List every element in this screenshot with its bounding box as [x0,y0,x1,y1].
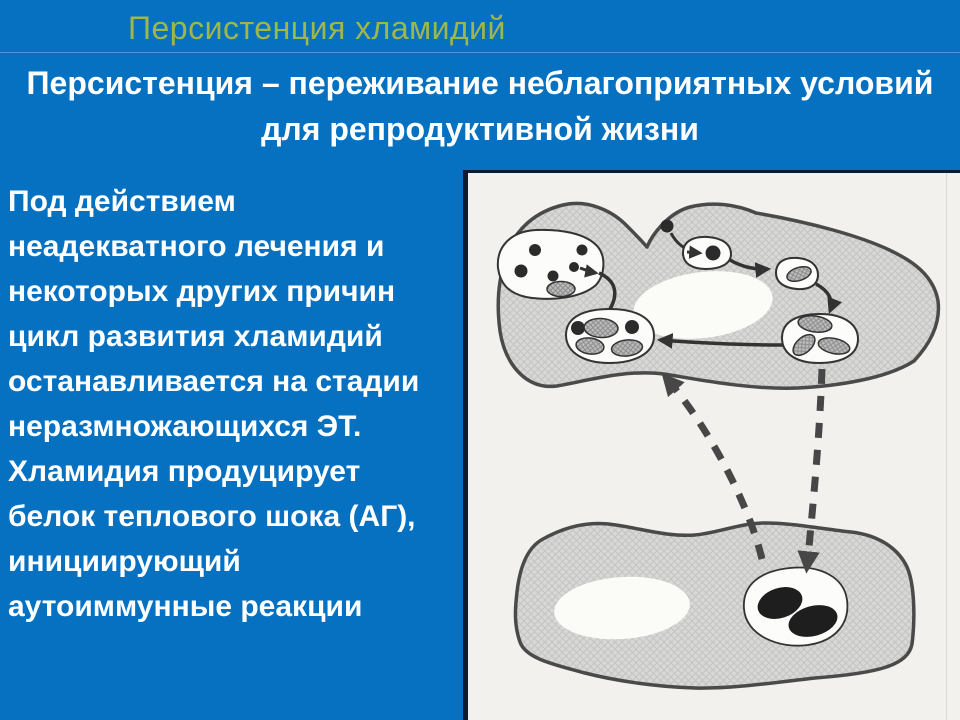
body-line: некоторых других причин [8,275,396,308]
body-text [8,179,470,629]
elementary-body [548,271,559,282]
slide-subtitle [0,60,960,152]
elementary-body [706,246,721,261]
body-line: аутоиммунные реакции [8,590,363,623]
chlamydia-persistence-diagram [463,170,960,720]
vesicle-arrow [687,252,700,253]
inclusion-with-rbs [782,314,858,363]
body-line: Под действием [8,185,236,218]
elementary-body [529,244,541,256]
elementary-body [571,321,585,335]
elementary-body [577,245,588,256]
scan-edge-line [946,173,947,720]
reticulate-body [547,282,575,297]
persistent-vacuole [744,568,848,646]
lower-host-cell [515,523,913,688]
elementary-body [515,265,528,278]
body-line: Хламидия продуцирует [8,455,361,488]
elementary-body [569,262,579,272]
diagram-canvas [468,173,960,720]
subtitle-line-1: Персистенция – переживание неблагоприятных условий [26,65,934,101]
body-line: неразмножающихся ЭТ. [8,410,362,443]
inclusion-with-rb [776,258,818,289]
title-divider [0,52,960,53]
body-line: неадекватного лечения и [8,230,385,263]
elementary-body [625,320,639,334]
subtitle-line-2: для репродуктивной жизни [261,111,699,147]
entry-vesicle [683,237,731,269]
body-line: цикл развития хламидий [8,320,383,353]
body-line: белок теплового шока (АГ), [8,500,416,533]
inclusion-with-ebs [498,230,604,299]
body-line: останавливается на стадии [8,365,420,398]
mixed-inclusion [566,309,654,363]
body-line: инициирующий [8,545,241,578]
slide-title: Персистенция хламидий [128,10,506,46]
